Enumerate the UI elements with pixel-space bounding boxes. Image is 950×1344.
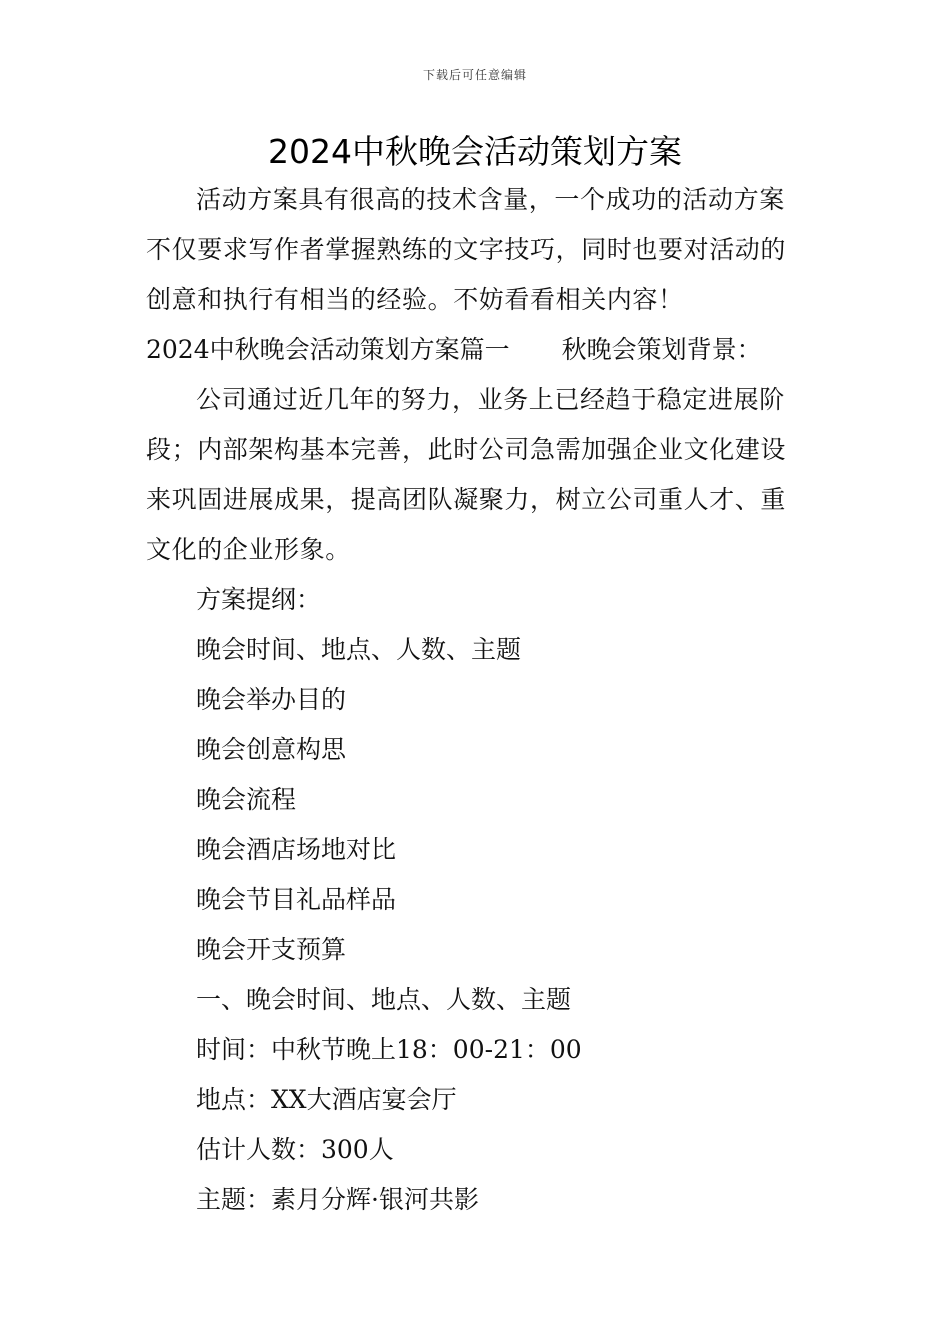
detail-time: 时间：中秋节晚上18：00-21：00	[196, 1035, 582, 1064]
outline-item: 晚会创意构思	[196, 735, 347, 764]
outline-item: 晚会流程	[196, 785, 297, 814]
section-heading-line	[146, 325, 810, 375]
detail-theme: 主题：素月分辉·银河共影	[196, 1185, 479, 1214]
background-paragraph: 公司通过近几年的努力，业务上已经趋于稳定进展阶段；内部架构基本完善，此时公司急需加强企业文化建设来巩固进展成果，提高团队凝聚力，树立公司重人才、重文化的企业形象。	[146, 385, 787, 564]
section-heading: 2024中秋晚会活动策划方案篇一	[146, 335, 510, 364]
detail-location: 地点：XX大酒店宴会厅	[196, 1085, 457, 1114]
outline-item: 晚会时间、地点、人数、主题	[196, 635, 522, 664]
document-body	[146, 175, 810, 1225]
detail-attendance: 估计人数：300人	[196, 1135, 394, 1164]
outline-item: 晚会开支预算	[196, 935, 347, 964]
document-title: 2024中秋晚会活动策划方案	[268, 132, 682, 171]
outline-label: 方案提纲：	[196, 585, 322, 614]
intro-paragraph: 活动方案具有很高的技术含量，一个成功的活动方案不仅要求写作者掌握熟练的文字技巧，同时也要对活动的创意和执行有相当的经验。不妨看看相关内容！	[146, 185, 787, 314]
part-one-heading: 一、晚会时间、地点、人数、主题	[196, 985, 572, 1014]
outline-item: 晚会酒店场地对比	[196, 835, 397, 864]
outline-item: 晚会节目礼品样品	[196, 885, 397, 914]
section-subheading: 秋晚会策划背景：	[561, 335, 762, 364]
header-note: 下载后可任意编辑	[422, 68, 527, 82]
outline-item: 晚会举办目的	[196, 685, 347, 714]
